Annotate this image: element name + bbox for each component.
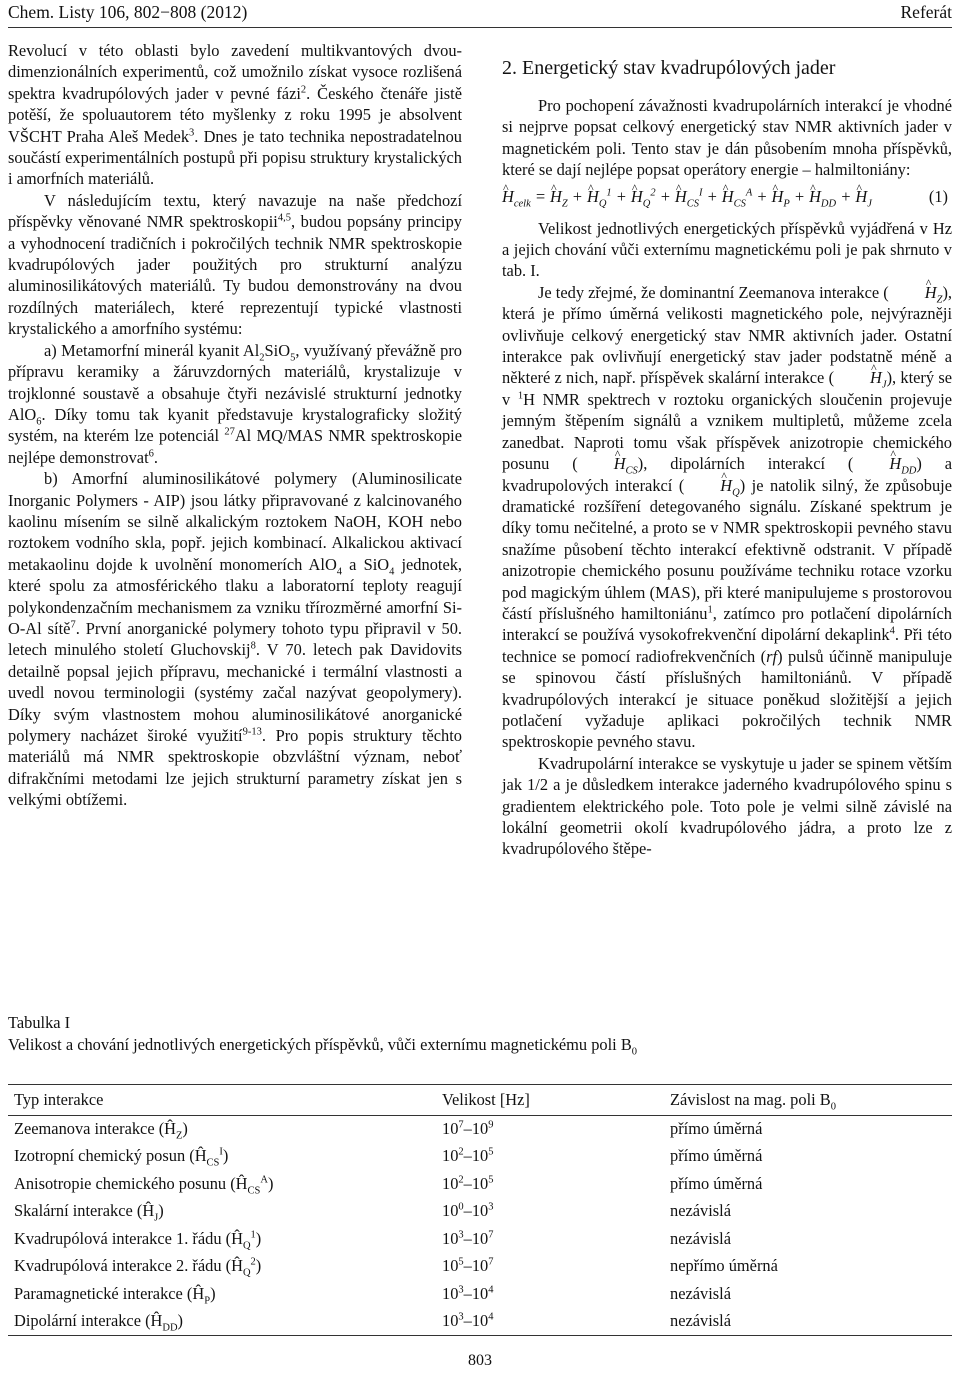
cell-magnitude: $10^7-10^9$ (442, 1119, 494, 1138)
list-item-polymers: b) Amorfní aluminosilikátové polymery (Aluminosilicate Inorganic Polymers - AIP) jsou látky připravované z kalcinovaného kaolinu mísením se silně alkalickým roztokem NaOH, KOH nebo roztokem vodního skla, popř. jejich kombinací. Alkalickou aktivací metakaolinu dojde k uvolnění monomerích AlO$_4$ a SiO$_4$ jednotek, které spolu za atmosférického tlaku a laboratorní teploty reagují polykondenzačním mechanismem za vzniku třírozměrné amorfní Si-O-Al sítě$^7$. První anorganické polymery tohoto typu připravil v 50. letech minulého století Gluchovskij$^8$. V 70. letech pak Davidovits detailně popsal jejich přípravu, mechanické i termální vlastnosti a uvedl novou terminologii (systémy začal nazývat geopolymery). Díky svým vlastnostem mohou aluminosilikátové anorganické polymery nacházet široké využití$^{9-13}$. Pro popis struktury těchto materiálů má NMR spektroskopie obzvláštní význam, neboť difrakčními metodami lze jejich strukturní parametry získat jen s velkými obtížemi. (8, 469, 463, 810)
table-caption (8, 1012, 637, 1056)
paragraph-overview: V následujícím textu, který navazuje na naše předchozí příspěvky věnované NMR spektroskopii$^{4,5}$, budou popsány principy a vyhodnocení tradičních i pokročilých technik NMR spektroskopie kvadrupólových jader použitých pro strukturní analýzu aluminosilikátových materiálů. Ty budou demonstrovány na dvou rozdílných materiálech, které reprezentují typické vlastnosti krystalického a amorfního systému: (8, 190, 462, 339)
cell-interaction: Anisotropie chemického posunu $(Ĥ_{CS}^A)$ (14, 1173, 274, 1197)
cell-interaction: Paramagnetické interakce $(Ĥ_P)$ (14, 1283, 216, 1307)
paragraph-contributions: Velikost jednotlivých energetických příspěvků vyjádřená v Hz a jejich chování vůči externímu magnetickému poli je pak shrnuto v tab. I. (502, 218, 952, 281)
table-row (8, 1170, 952, 1198)
header-rule (8, 27, 952, 28)
table-caption-text: Velikost a chování jednotlivých energetických příspěvků, vůči externímu magnetickému poli $B_0$ (8, 1035, 637, 1058)
cell-interaction: Kvadrupólová interakce 2. řádu $(Ĥ_Q^2)$ (14, 1256, 262, 1279)
right-column (502, 40, 952, 860)
cell-field-dependence: přímo úměrná (670, 1146, 763, 1166)
column-header-interaction: Typ interakce (14, 1089, 104, 1109)
table-row (8, 1280, 952, 1308)
cell-magnitude: $10^0-10^3$ (442, 1201, 494, 1221)
column-header-magnitude: Velikost [Hz] (442, 1089, 530, 1109)
table-row (8, 1198, 952, 1226)
cell-field-dependence: nezávislá (670, 1311, 731, 1330)
column-header-field-dependence: Závislost na mag. poli $B_0$ (670, 1089, 836, 1113)
journal-citation: Chem. Listy 106, 802−808 (2012) (8, 2, 248, 22)
cell-field-dependence: nepřímo úměrná (670, 1256, 778, 1276)
hamiltonian-equation (502, 182, 952, 216)
list-item-kyanite: a) Metamorfní minerál kyanit $Al_2SiO_5$, využívaný převážně pro přípravu keramiky a žáruvzdorných materiálů, krystalizuje v trojklonné soustavě a obsahuje čtyři nezávislé strukturní jednotky AlO$_6$. Díky tomu tak kyanit představuje krystalograficky složitý systém, na kterém lze potenciál $^{27}$Al MQ/MAS NMR spektroskopie nejlépe demonstrovat$^6$. (8, 340, 462, 467)
table-energy-contributions (8, 1084, 952, 1336)
cell-magnitude: $10^3-10^4$ (442, 1283, 494, 1303)
cell-field-dependence: nezávislá (670, 1201, 731, 1221)
table-header-row (8, 1085, 952, 1115)
cell-magnitude: $10^2-10^5$ (442, 1173, 494, 1193)
equation-expression: ^ $H_{celk}$ = ^ $H_Z$ + ^ $H_Q^1$ + ^ $H_Q^2$ + ^ $H_{CS}^I$ + ^ $H_{CS}^A$ + ^ $H_P$ + ^ $H_{DD}$ + ^ $H_J$ (502, 182, 872, 212)
cell-interaction: Skalární interakce $(Ĥ_J)$ (14, 1201, 164, 1224)
cell-interaction: Izotropní chemický posun $(Ĥ_{CS}^I)$ (14, 1146, 229, 1169)
cell-magnitude: $10^2-10^5$ (442, 1146, 494, 1166)
cell-magnitude: $10^3-10^7$ (442, 1228, 494, 1248)
paragraph-intro: Revolucí v této oblasti bylo zavedení multikvantových dvou-dimenzionálních experimentů, což umožnilo získat vysoce rozlišená spektra kvadrupólových jader v pevné fázi$^2$. Českého čtenáře jistě potěší, že spoluautorem této myšlenky z roku 1995 je absolvent VŠCHT Praha Aleš Medek$^3$. Dnes je tato technika nepostradatelnou součástí experimentálních postupů při popisu struktury krystalických i amorfních materiálů. (8, 41, 462, 189)
cell-field-dependence: nezávislá (670, 1283, 731, 1303)
table-row (8, 1308, 952, 1336)
equation-number: (1) (928, 186, 948, 206)
left-column (8, 40, 462, 811)
cell-magnitude: $10^3-10^4$ (442, 1311, 494, 1330)
section-label: Referát (900, 2, 952, 22)
table-row (8, 1143, 952, 1171)
table-label: Tabulka I (8, 1013, 71, 1032)
paragraph-energy-state: Pro pochopení závažnosti kvadrupolárních interakcí je vhodné si nejprve popsat celkový energetický stav NMR aktivních jader v magnetickém poli. Tento stav je dán působením mnoha příspěvků, které se dají nejlépe popsat operátory energie – halmiltoniány: (502, 96, 952, 180)
running-header (8, 0, 952, 28)
cell-magnitude: $10^5-10^7$ (442, 1256, 494, 1276)
cell-field-dependence: přímo úměrná (670, 1173, 763, 1193)
cell-interaction: Dipolární interakce $(Ĥ_{DD})$ (14, 1311, 184, 1334)
cell-field-dependence: přímo úměrná (670, 1119, 763, 1138)
page-number: 803 (468, 1352, 492, 1369)
cell-field-dependence: nezávislá (670, 1228, 731, 1248)
cell-interaction: Zeemanova interakce $(Ĥ_Z)$ (14, 1119, 188, 1142)
table-row (8, 1115, 952, 1143)
table-row (8, 1225, 952, 1253)
section-title: 2. Energetický stav kvadrupólových jader (502, 57, 836, 79)
table-row (8, 1253, 952, 1281)
paragraph-quadrupolar: Kvadrupolární interakce se vyskytuje u jader se spinem větším jak 1/2 a je důsledkem interakce jaderného kvadrupólového spinu s gradientem elektrického pole. Toto pole je velmi silně závislé na lokální geometrii okolí kvadrupólového jádra, a proto lze z kvadrupólového štěpe- (502, 753, 952, 859)
cell-interaction: Kvadrupólová interakce 1. řádu $(Ĥ_Q^1)$ (14, 1228, 262, 1252)
paragraph-interactions: Je tedy zřejmé, že dominantní Zeemanova interakce (^ $H_Z$), která je přímo úměrná velikosti magnetického pole, nejvýrazněji ovlivňuje celkový energetický stav NMR aktivních jader. Ostatní interakce pak ovlivňují energetický stav jader podstatně méně a některé z nich, např. příspěvek skalární interakce (^ $H_J$), který se v $^1$H NMR spektrech v roztoku organických sloučenin projevuje jemným štěpením signálů a vznikem multipletů, můžeme zcela zanedbat. Naproti tomu však příspěvek anizotropie chemického posunu (^ $H_{CS}$), dipolárních interakcí (^ $H_{DD}$) a kvadrupolových interakcí (^ $H_Q$) je natolik silný, že způsobuje dramatické rozšíření detegovaného signálu. Získané spektrum je díky tomu nečitelné, a proto se v NMR spektroskopii pevného stavu snažíme působení těchto interakcí efektivně odstranit. V případě anizotropie chemického posunu používáme techniku rotace vzorku pod magickým úhlem (MAS), při které manipulujeme s prostorovou částí příslušného hamiltoniánu$^1$, zatímco pro potlačení dipolárních interakcí se používá vysokofrekvenční dipolární dekaplink$^4$. Při této technice se pomocí radiofrekvenčních (rf) pulsů účinně manipuluje se spinovou částí příslušných hamiltoniánů. V případě kvadrupólových interakcí je situace poněkud složitější a jejich potlačení vyžaduje aplikaci pokročilých technik NMR spektroskopie pevného stavu. (502, 282, 952, 753)
